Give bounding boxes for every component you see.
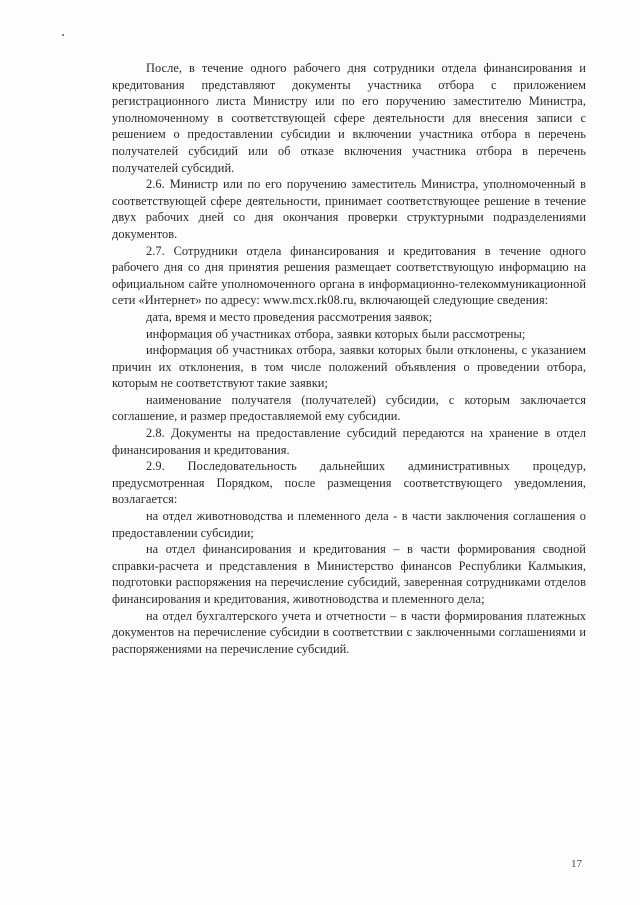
scan-speck [62, 34, 64, 36]
paragraph-2-6: 2.6. Министр или по его поручению заместитель Министра, уполномоченный в соответствующей сфере деятельности, принимает соответствующее решение в течение двух рабочих дней со дня окончания проверки структурными подразделениями документов. [112, 177, 586, 241]
document-body [112, 60, 586, 657]
page-number: 17 [571, 858, 582, 870]
paragraph-2-9: 2.9. Последовательность дальнейших административных процедур, предусмотренная Порядком, после размещения соответствующего уведомления, возлагается: [112, 459, 586, 507]
paragraph-intro: После, в течение одного рабочего дня сотрудники отдела финансирования и кредитования представляют документы участника отбора с приложением регистрационного листа Министру или по его поручению заместителю Министра, уполномоченному в соответствующей сфере деятельности для внесения записи с решением о предоставлении субсидии и включении участника отбора в перечень получателей субсидий или об отказе включения участника отбора в перечень получателей субсидий. [112, 61, 586, 175]
paragraph-2-7: 2.7. Сотрудники отдела финансирования и кредитования в течение одного рабочего дня со дня принятия решения размещает соответствующую информацию на официальном сайте уполномоченного органа в информационно-телекоммуникационной сети «Интернет» по адресу: www.mcx.rk08.ru, включающей следующие сведения: [112, 243, 586, 308]
list-item-rejected: информация об участниках отбора, заявки которых были отклонены, с указанием причин их отклонения, в том числе положений объявления о проведении отбора, которым не соответствуют такие заявки; [112, 343, 586, 391]
paragraph-2-8: 2.8. Документы на предоставление субсидий передаются на хранение в отдел финансирования и кредитования. [112, 426, 586, 457]
list-item-date: дата, время и место проведения рассмотрения заявок; [146, 309, 433, 324]
list-item-livestock-dept: на отдел животноводства и племенного дела - в части заключения соглашения о предоставлении субсидии; [112, 509, 586, 540]
list-item-finance-dept: на отдел финансирования и кредитования – в части формирования сводной справки-расчета и представления в Министерство финансов Республики Калмыкия, подготовки распоряжения на перечисление субсидий, заверенная сотрудниками отделов финансирования и кредитования, животноводства и племенного дела; [112, 542, 586, 606]
list-item-recipient: наименование получателя (получателей) субсидии, с которым заключается соглашение, и размер предоставляемой ему субсидии. [112, 392, 586, 424]
list-item-accounting-dept: на отдел бухгалтерского учета и отчетности – в части формирования платежных документов на перечисление субсидии в соответствии с заключенными соглашениями и распоряжениями на перечисление субсидий. [112, 608, 586, 656]
list-item-reviewed: информация об участниках отбора, заявки которых были рассмотрены; [146, 326, 526, 341]
